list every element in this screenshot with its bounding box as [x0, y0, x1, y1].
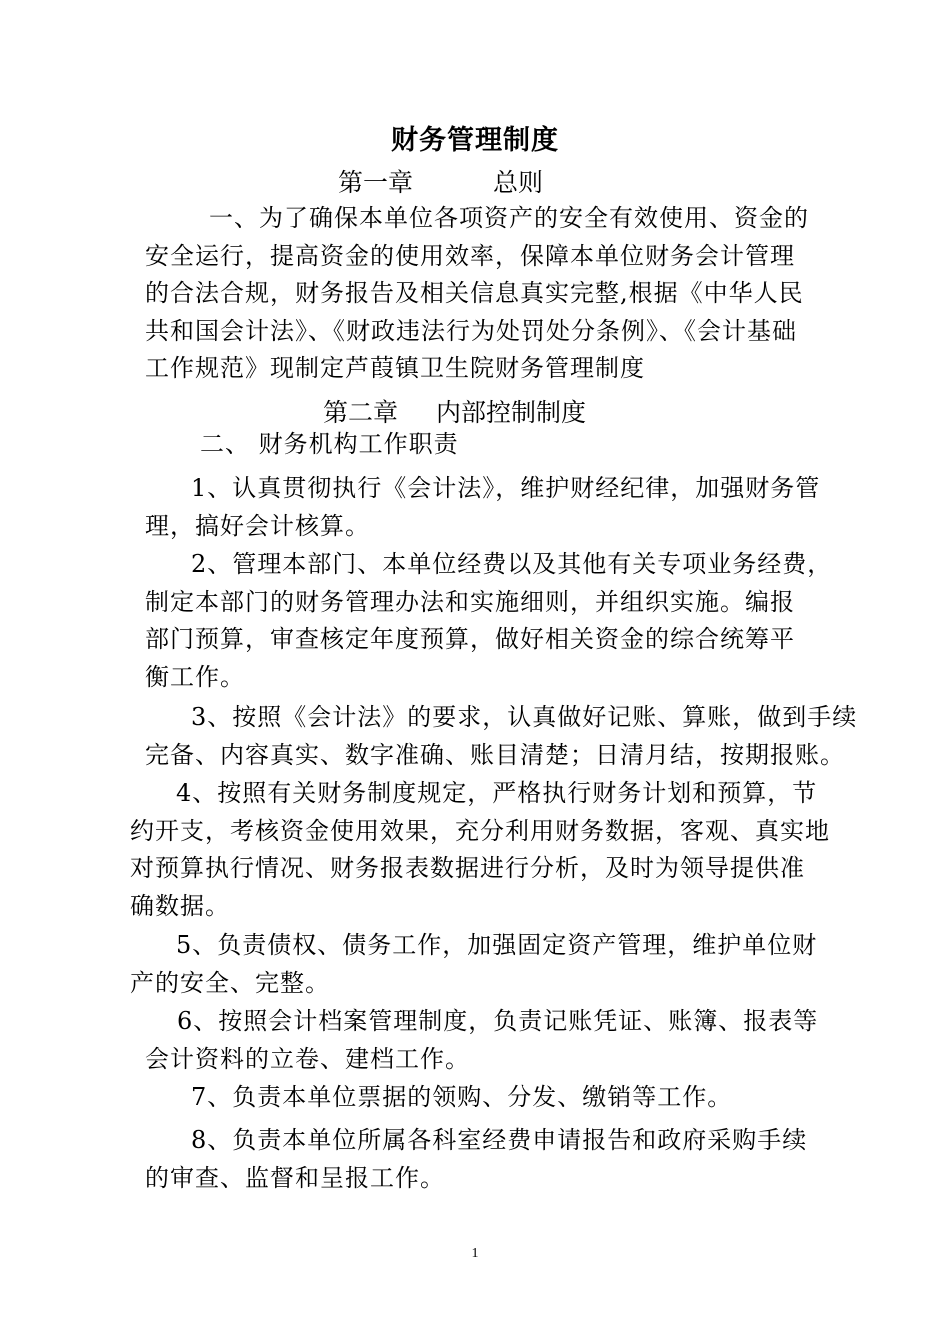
- chapter1-paragraph: [145, 200, 809, 388]
- item-line: 2、管理本部门、本单位经费以及其他有关专项业务经费，: [191, 550, 833, 578]
- item-line: 会计资料的立卷、建档工作。: [145, 1044, 470, 1073]
- chapter1-label: 第一章: [338, 168, 414, 197]
- item-line: 7、负责本单位票据的领购、分发、缴销等工作。: [191, 1083, 733, 1111]
- item-line: 8、负责本单位所属各科室经费申请报告和政府采购手续: [191, 1126, 808, 1154]
- item-line: 衡工作。: [145, 662, 245, 691]
- chapter1-name: 总则: [493, 168, 544, 197]
- paragraph-line: 工作规范》现制定芦葭镇卫生院财务管理制度: [145, 354, 645, 382]
- section2-heading: [200, 426, 459, 464]
- chapter2-label: 第二章: [323, 398, 399, 427]
- page-number: 1: [471, 1246, 479, 1261]
- list-item-3: [145, 699, 857, 774]
- item-line: 产的安全、完整。: [130, 968, 330, 997]
- list-item-2: [145, 546, 832, 696]
- paragraph-line: 一、为了确保本单位各项资产的安全有效使用、资金的: [209, 204, 809, 232]
- chapter1-heading: [338, 163, 543, 199]
- chapter2-name: 内部控制制度: [436, 398, 587, 427]
- list-item-8: [145, 1122, 807, 1197]
- list-item-6: [145, 1003, 818, 1078]
- paragraph-line: 共和国会计法》、《财政违法行为处罚处分条例》、《会计基础: [145, 316, 797, 345]
- chapter2-heading: [323, 393, 586, 429]
- item-line: 部门预算，审查核定年度预算，做好相关资金的综合统筹平: [145, 625, 795, 653]
- item-line: 的审查、监督和呈报工作。: [145, 1163, 445, 1192]
- paragraph-line: 的合法合规，财务报告及相关信息真实完整,根据《中华人民: [145, 279, 804, 307]
- item-line: 理，搞好会计核算。: [145, 511, 370, 540]
- item-line: 完备、内容真实、数字准确、账目清楚；日清月结，按期报账。: [145, 740, 845, 769]
- item-line: 6、按照会计档案管理制度，负责记账凭证、账簿、报表等: [177, 1007, 819, 1035]
- section-heading-text: 二、 财务机构工作职责: [200, 430, 459, 458]
- list-item-4: [130, 775, 830, 925]
- item-line: 制定本部门的财务管理办法和实施细则，并组织实施。编报: [145, 587, 795, 616]
- item-line: 4、按照有关财务制度规定，严格执行财务计划和预算，节: [176, 779, 818, 807]
- list-item-5: [130, 927, 817, 1002]
- item-line: 1、认真贯彻执行《会计法》，维护财经纪律，加强财务管: [191, 474, 821, 502]
- paragraph-line: 安全运行，提高资金的使用效率，保障本单位财务会计管理: [145, 241, 795, 270]
- list-item-7: [145, 1079, 732, 1117]
- item-line: 5、负责债权、债务工作，加强固定资产管理，维护单位财: [176, 931, 818, 959]
- item-line: 对预算执行情况、财务报表数据进行分析，及时为领导提供准: [130, 854, 805, 882]
- item-line: 3、按照《会计法》的要求，认真做好记账、算账，做到手续: [191, 703, 858, 731]
- item-line: 确数据。: [130, 891, 230, 920]
- document-title: 财务管理制度: [391, 125, 559, 156]
- item-line: 约开支，考核资金使用效果，充分利用财务数据，客观、真实地: [130, 816, 830, 845]
- list-item-1: [145, 470, 820, 545]
